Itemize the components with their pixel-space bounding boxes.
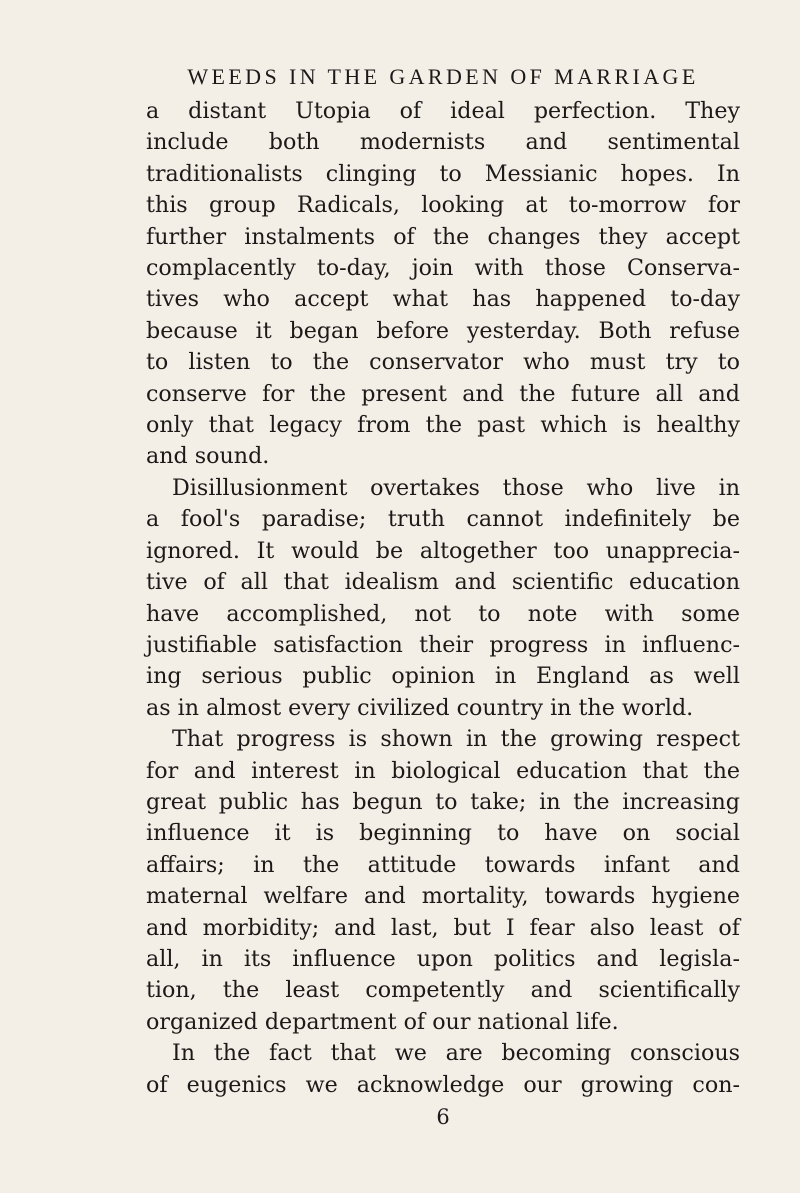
paragraph-start-line: That progress is shown in the growing respect xyxy=(172,726,740,753)
text-line: further instalments of the changes they accept xyxy=(146,223,740,250)
book-page xyxy=(146,64,740,1129)
text-line: for and interest in biological education that the xyxy=(146,757,740,784)
page-number: 6 xyxy=(436,1105,450,1129)
paragraph-start-line: Disillusionment overtakes those who live in xyxy=(172,474,740,501)
text-line: influence it is beginning to have on social xyxy=(146,820,740,847)
text-line: affairs; in the attitude towards infant and xyxy=(146,851,740,878)
text-line: ignored. It would be altogether too unapprecia- xyxy=(146,537,740,564)
text-line: all, in its influence upon politics and legisla- xyxy=(146,945,740,972)
text-line: of eugenics we acknowledge our growing con- xyxy=(146,1071,740,1098)
text-line: this group Radicals, looking at to-morrow for xyxy=(146,192,740,219)
text-line: justifiable satisfaction their progress in influenc- xyxy=(146,631,740,658)
text-line: tive of all that idealism and scientific education xyxy=(146,569,740,596)
text-line: conserve for the present and the future all and xyxy=(146,380,740,407)
text-line: only that legacy from the past which is healthy xyxy=(146,412,740,439)
text-line: maternal welfare and mortality, towards hygiene xyxy=(146,883,740,910)
text-line: ing serious public opinion in England as well xyxy=(146,663,740,690)
body-text xyxy=(146,96,740,1101)
text-line: complacently to-day, join with those Conserva- xyxy=(146,255,740,282)
text-line: because it began before yesterday. Both refuse xyxy=(146,317,740,344)
text-line: have accomplished, not to note with some xyxy=(146,600,740,627)
text-line: tion, the least competently and scientifically xyxy=(146,977,740,1004)
paragraph-start-line: In the fact that we are becoming conscious xyxy=(172,1040,740,1067)
text-line: as in almost every civilized country in the world. xyxy=(146,694,694,721)
running-head: WEEDS IN THE GARDEN OF MARRIAGE xyxy=(187,64,699,89)
text-line: tives who accept what has happened to-day xyxy=(146,286,740,313)
text-line: to listen to the conservator who must try to xyxy=(146,349,740,376)
text-line: organized department of our national life. xyxy=(146,1008,619,1035)
text-line: a fool's paradise; truth cannot indefinitely be xyxy=(146,506,740,533)
text-line: and morbidity; and last, but I fear also least of xyxy=(146,914,740,941)
text-line: a distant Utopia of ideal perfection. They xyxy=(146,98,740,124)
text-line: great public has begun to take; in the increasing xyxy=(146,788,740,815)
text-line: and sound. xyxy=(146,443,270,470)
text-line: include both modernists and sentimental xyxy=(146,129,740,156)
text-line: traditionalists clinging to Messianic hopes. In xyxy=(146,160,740,187)
